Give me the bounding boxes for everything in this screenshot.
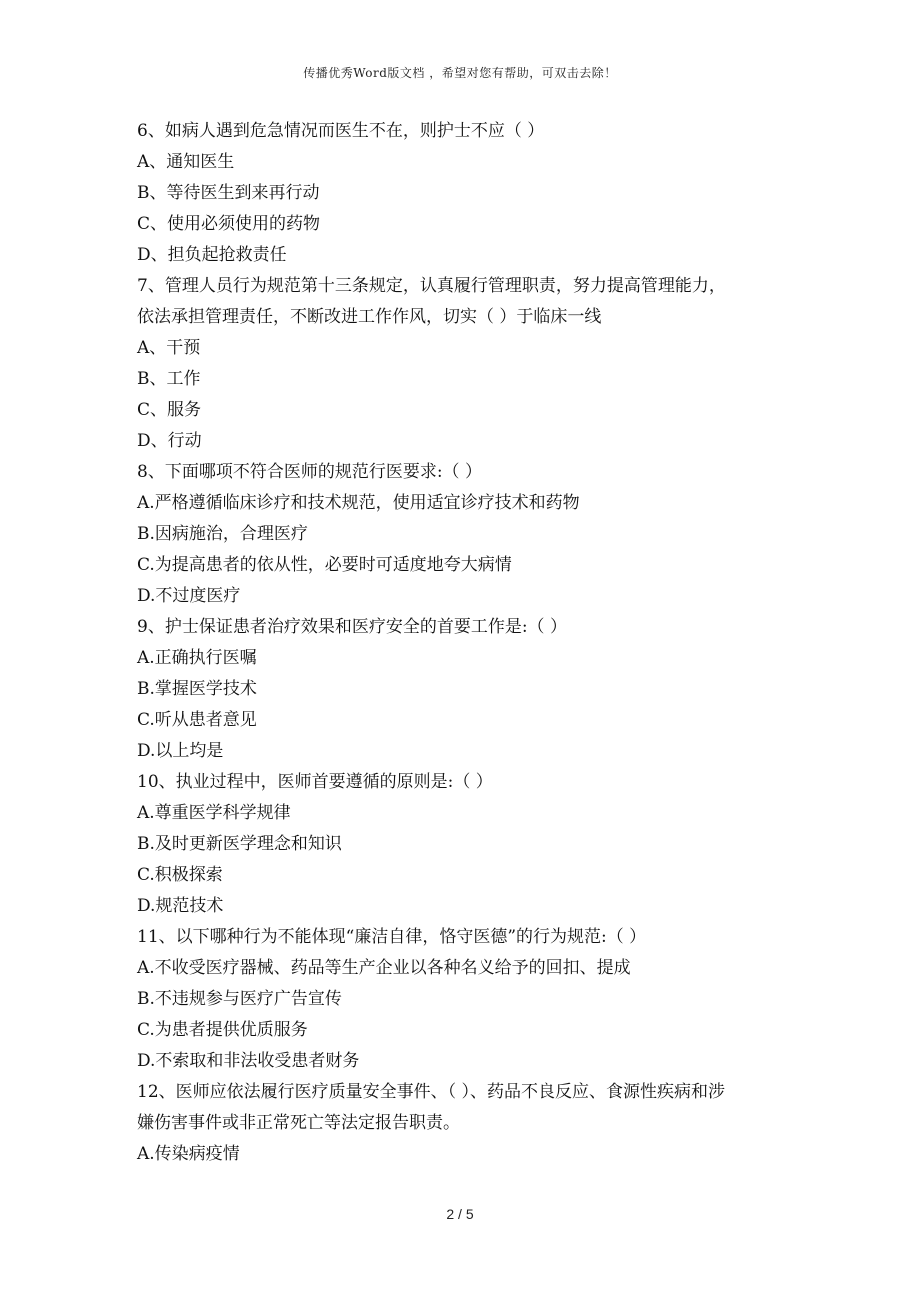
question-9: 9、护士保证患者治疗效果和医疗安全的首要工作是:（ ）	[137, 617, 567, 637]
option-6a: A、通知医生	[137, 152, 235, 172]
page-number: 2 / 5	[446, 1206, 474, 1222]
option-10b: B.及时更新医学理念和知识	[137, 834, 342, 854]
question-12-line-2: 嫌伤害事件或非正常死亡等法定报告职责。	[137, 1113, 460, 1133]
option-6d: D、担负起抢救责任	[137, 245, 287, 265]
question-12-line-1: 12、医师应依法履行医疗质量安全事件、（ ）、药品不良反应、食源性疾病和涉	[137, 1082, 726, 1102]
option-7d: D、行动	[137, 431, 202, 451]
option-7a: A、干预	[137, 338, 201, 358]
option-8c: C.为提高患者的依从性，必要时可适度地夸大病情	[137, 555, 512, 575]
option-11d: D.不索取和非法收受患者财务	[137, 1051, 360, 1071]
question-6: 6、如病人遇到危急情况而医生不在，则护士不应（ ）	[137, 121, 545, 141]
question-10: 10、执业过程中，医师首要遵循的原则是:（ ）	[137, 772, 493, 792]
question-11: 11、以下哪种行为不能体现“廉洁自律，恪守医德”的行为规范:（ ）	[137, 927, 647, 947]
option-10a: A.尊重医学科学规律	[137, 803, 291, 823]
option-10d: D.规范技术	[137, 896, 224, 916]
option-7c: C、服务	[137, 400, 202, 420]
option-11c: C.为患者提供优质服务	[137, 1020, 308, 1040]
option-11a: A.不收受医疗器械、药品等生产企业以各种名义给予的回扣、提成	[137, 958, 631, 978]
option-7b: B、工作	[137, 369, 201, 389]
question-8: 8、下面哪项不符合医师的规范行医要求:（ ）	[137, 462, 482, 482]
option-6c: C、使用必须使用的药物	[137, 214, 321, 234]
question-7-line-1: 7、管理人员行为规范第十三条规定，认真履行管理职责，努力提高管理能力，	[137, 276, 726, 296]
option-8d: D.不过度医疗	[137, 586, 241, 606]
page-header: 传播优秀Word版文档 ，希望对您有帮助，可双击去除！	[303, 66, 617, 80]
option-9d: D.以上均是	[137, 741, 224, 761]
option-9a: A.正确执行医嘱	[137, 648, 257, 668]
option-9b: B.掌握医学技术	[137, 679, 257, 699]
option-11b: B.不违规参与医疗广告宣传	[137, 989, 342, 1009]
option-9c: C.听从患者意见	[137, 710, 257, 730]
option-10c: C.积极探索	[137, 865, 223, 885]
option-8a: A.严格遵循临床诊疗和技术规范，使用适宜诊疗技术和药物	[137, 493, 580, 513]
document-body	[137, 116, 797, 1170]
option-8b: B.因病施治，合理医疗	[137, 524, 308, 544]
question-7-line-2: 依法承担管理责任，不断改进工作作风，切实（ ）于临床一线	[137, 307, 602, 327]
option-12a: A.传染病疫情	[137, 1144, 240, 1164]
option-6b: B、等待医生到来再行动	[137, 183, 320, 203]
